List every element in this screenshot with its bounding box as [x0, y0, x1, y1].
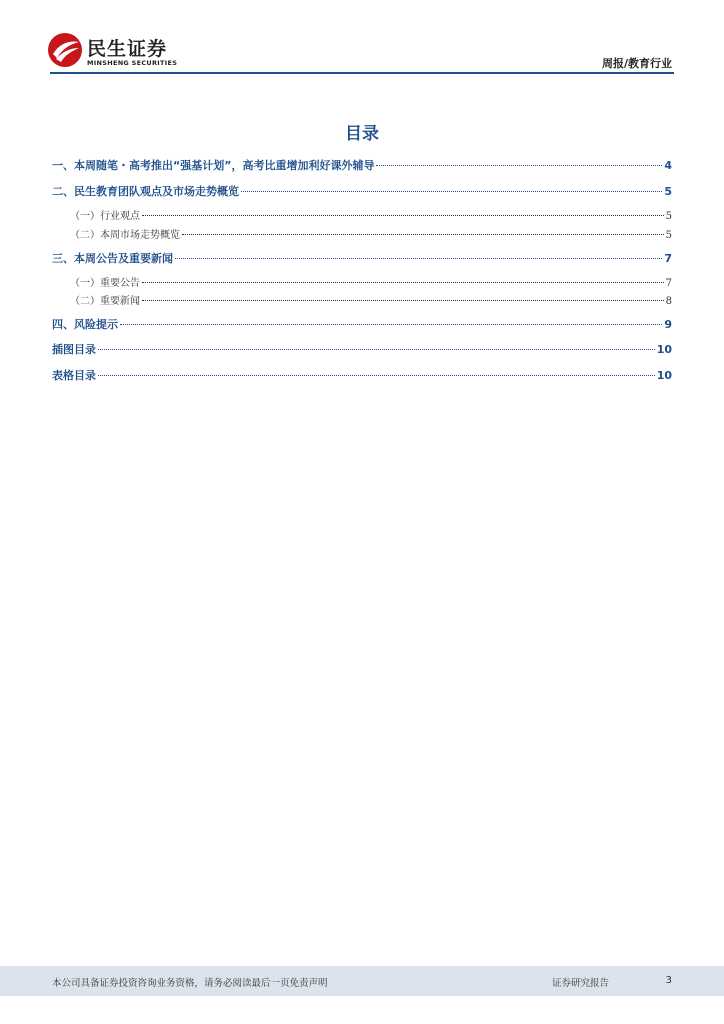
company-logo	[47, 32, 187, 72]
toc-entry-page: 9	[664, 318, 672, 331]
toc-entry[interactable]	[52, 157, 672, 173]
toc-entry-page: 4	[664, 159, 672, 172]
toc-entry-page: 7	[665, 278, 672, 289]
toc-entry-page: 5	[665, 230, 672, 241]
page-header	[0, 0, 724, 74]
toc-leader-dots	[182, 234, 664, 235]
toc-entry-page: 7	[664, 252, 672, 265]
toc-entry-text: 表格目录	[52, 369, 96, 382]
logo-chinese-name: 民生证券	[87, 38, 168, 60]
toc-entry[interactable]	[52, 274, 672, 289]
toc-entry-text: 一、本周随笔・高考推出“强基计划”，高考比重增加利好课外辅导	[52, 159, 375, 172]
toc-entry[interactable]	[52, 316, 672, 332]
toc-entry[interactable]	[52, 341, 672, 357]
toc-leader-dots	[120, 324, 662, 325]
toc-entry[interactable]	[52, 250, 672, 266]
minsheng-logo-icon	[47, 32, 83, 68]
toc-entry-text: 二、民生教育团队观点及市场走势概览	[52, 185, 239, 198]
toc-title: 目录	[345, 124, 379, 144]
toc-entry[interactable]	[52, 226, 672, 241]
toc-entry[interactable]	[52, 207, 672, 222]
toc-entry-text: （二）本周市场走势概览	[70, 230, 180, 241]
toc-entry-page: 10	[656, 369, 672, 382]
header-divider	[50, 72, 674, 74]
footer-disclaimer: 本公司具备证券投资咨询业务资格，请务必阅读最后一页免责声明	[52, 978, 328, 989]
page-number: 3	[665, 975, 672, 986]
toc-leader-dots	[98, 375, 655, 376]
toc-entry-text: 四、风险提示	[52, 318, 118, 331]
toc-entry-text: （二）重要新闻	[70, 296, 140, 307]
report-type: 周报/教育行业	[601, 57, 672, 70]
toc-entry-text: 三、本周公告及重要新闻	[52, 252, 173, 265]
footer-doc-type: 证券研究报告	[552, 978, 610, 989]
toc-leader-dots	[376, 165, 662, 166]
toc-leader-dots	[142, 282, 664, 283]
toc-leader-dots	[241, 191, 662, 192]
toc-entry-text: （一）行业观点	[70, 211, 140, 222]
logo-english-name: MINSHENG SECURITIES	[87, 59, 178, 67]
toc-entry-text: 插图目录	[52, 343, 96, 356]
toc-leader-dots	[175, 258, 662, 259]
toc-entry[interactable]	[52, 367, 672, 383]
toc-entry-page: 10	[656, 343, 672, 356]
toc-leader-dots	[142, 300, 664, 301]
toc-entry-page: 5	[665, 211, 672, 222]
toc-entry-page: 5	[664, 185, 672, 198]
toc-entry-text: （一）重要公告	[70, 278, 140, 289]
toc-entry-page: 8	[665, 296, 672, 307]
toc-leader-dots	[142, 215, 664, 216]
toc-entry[interactable]	[52, 292, 672, 307]
toc-leader-dots	[98, 349, 655, 350]
page-footer	[0, 966, 724, 996]
toc-entry[interactable]	[52, 183, 672, 199]
